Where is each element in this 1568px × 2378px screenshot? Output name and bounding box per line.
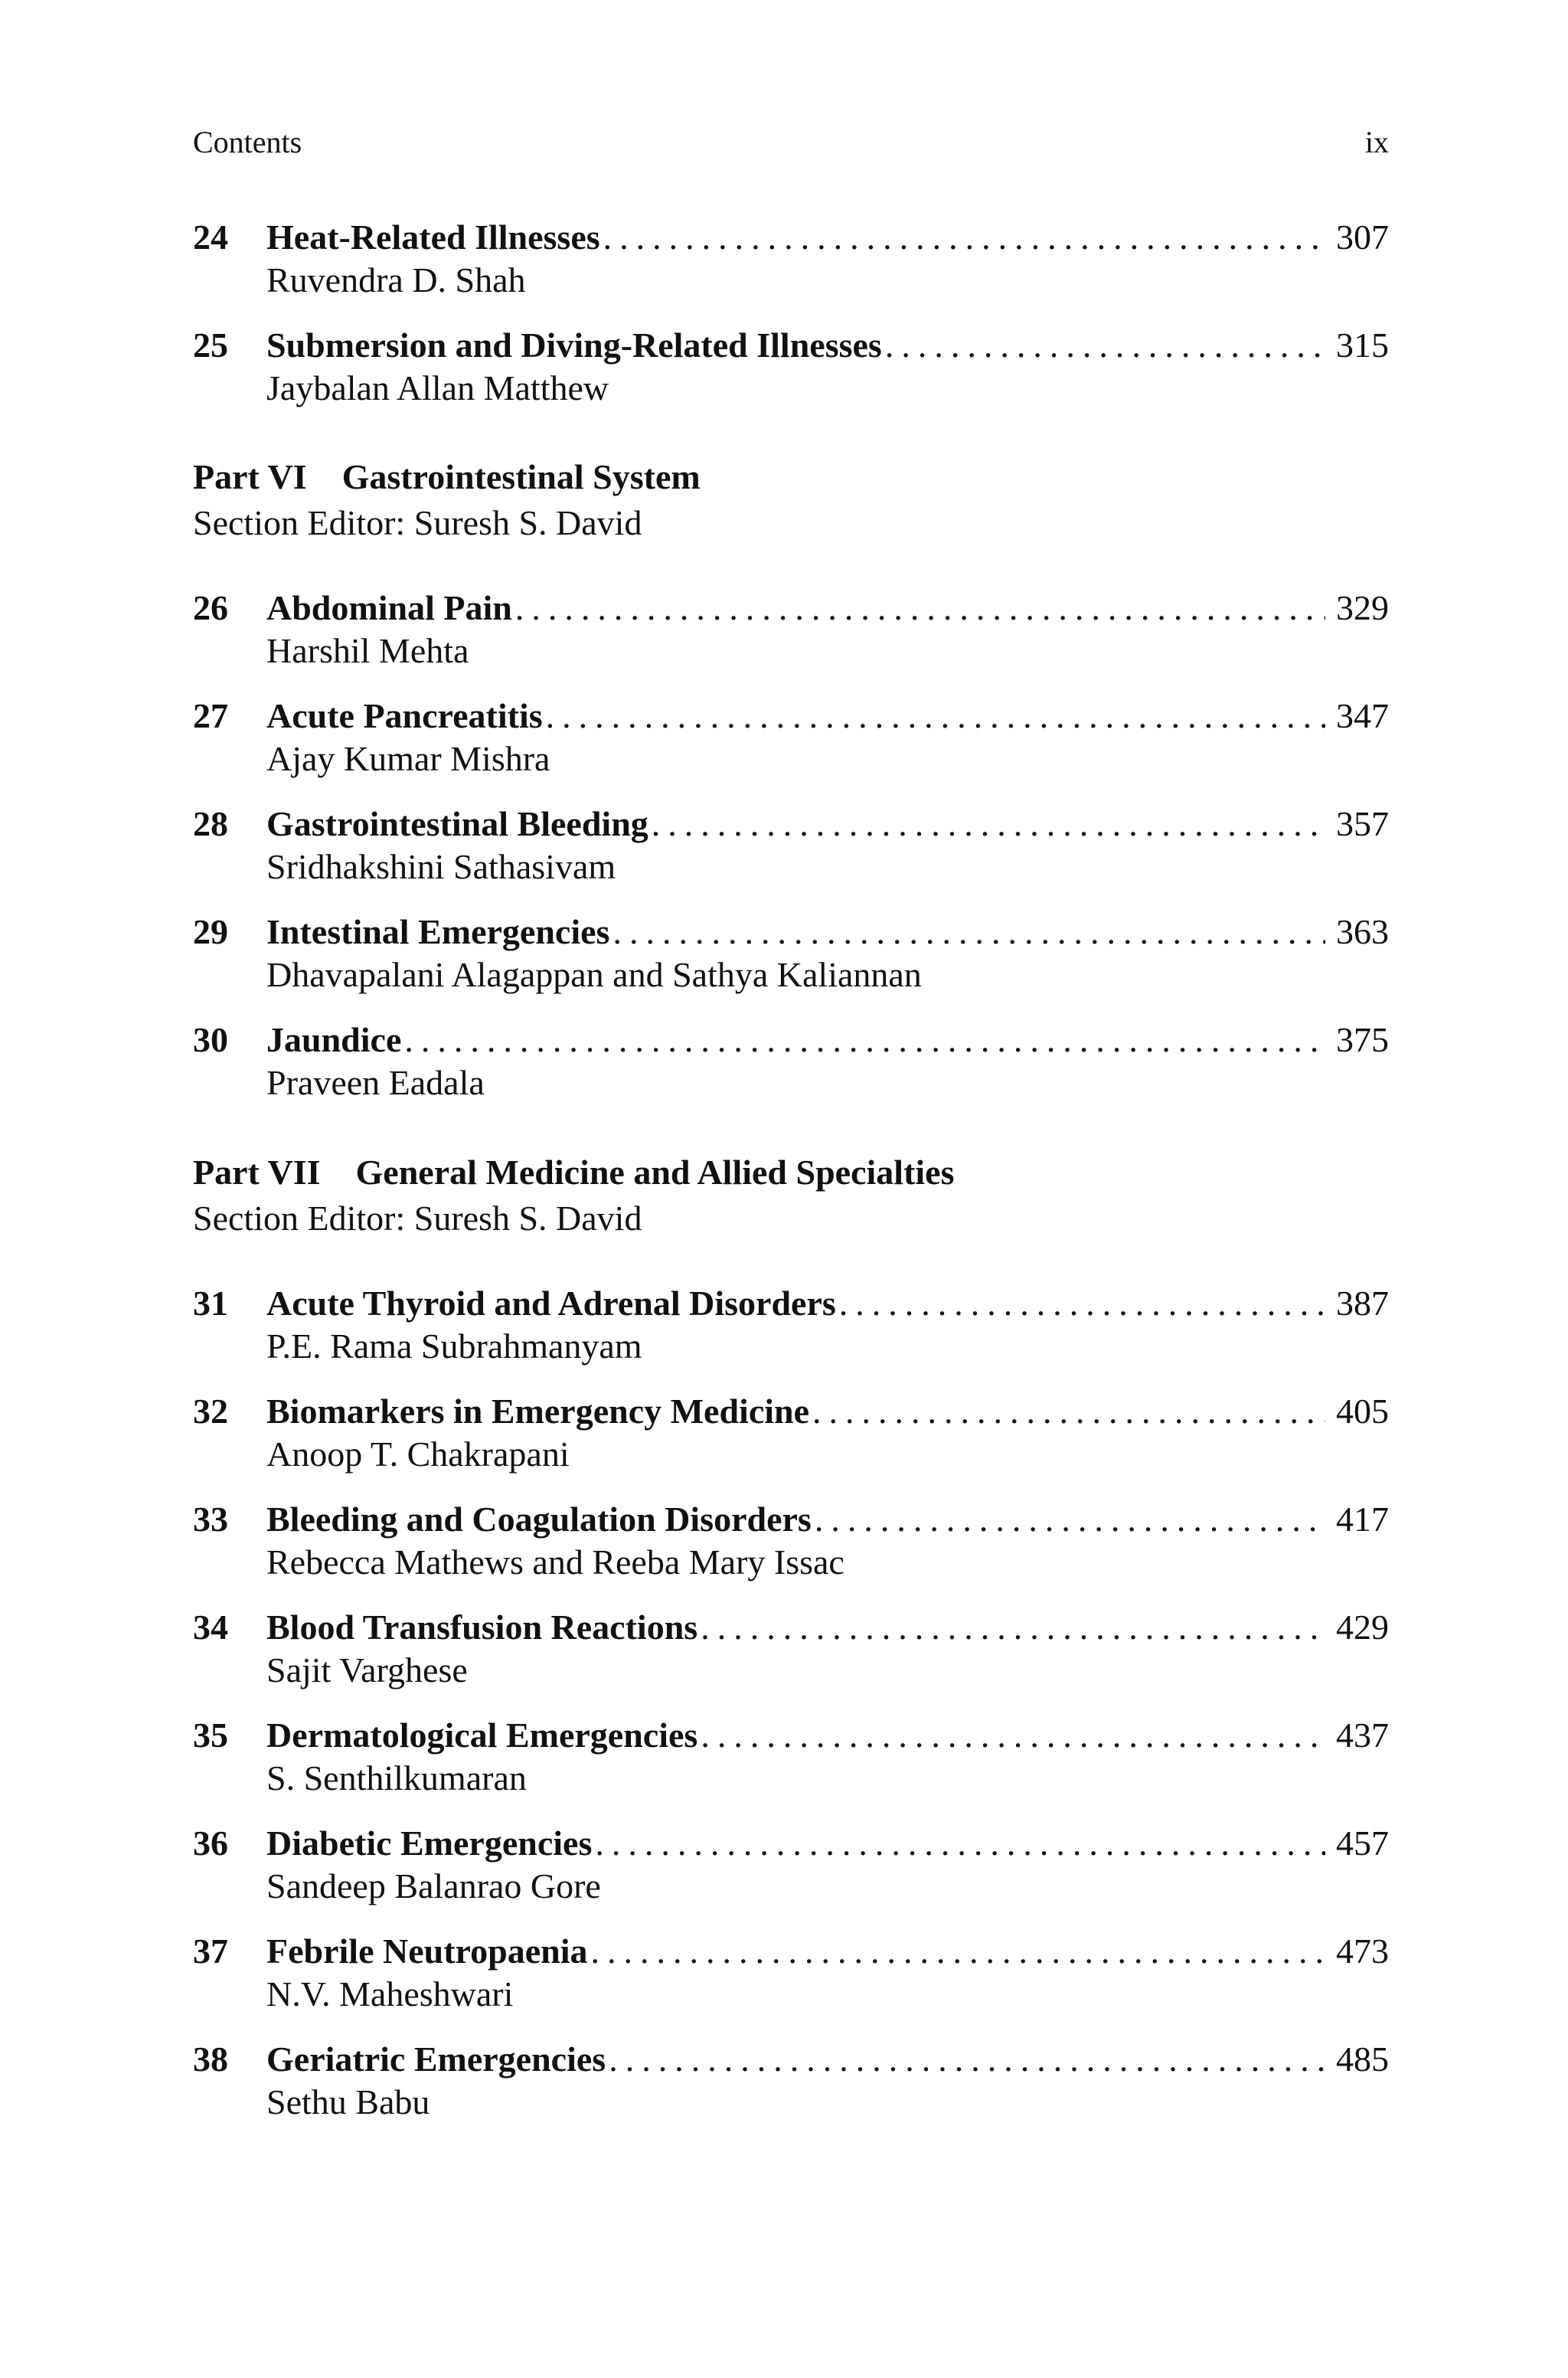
chapter-title[interactable]: Heat-Related Illnesses — [266, 218, 600, 257]
toc-entry-chapter-33[interactable] — [193, 1498, 1389, 1582]
chapter-author: Anoop T. Chakrapani — [266, 1434, 570, 1474]
dot-leader — [701, 1714, 1325, 1757]
toc-entry-chapter-29[interactable] — [193, 911, 1389, 995]
chapter-page-number[interactable]: 417 — [1336, 1500, 1389, 1539]
toc-entry-chapter-30[interactable] — [193, 1019, 1389, 1103]
chapter-title[interactable]: Diabetic Emergencies — [266, 1824, 593, 1863]
chapter-title[interactable]: Gastrointestinal Bleeding — [266, 804, 648, 843]
chapter-page-number[interactable]: 457 — [1336, 1824, 1389, 1863]
chapter-title-line — [266, 216, 1389, 259]
part-heading — [193, 1150, 955, 1195]
chapter-title-line — [266, 803, 1389, 846]
chapter-title[interactable]: Jaundice — [266, 1020, 402, 1059]
chapter-author: Harshil Mehta — [266, 631, 469, 670]
chapter-title[interactable]: Febrile Neutropaenia — [266, 1932, 588, 1971]
dot-leader — [515, 587, 1325, 630]
chapter-page-number[interactable]: 405 — [1336, 1392, 1389, 1431]
chapter-author: Sridhakshini Sathasivam — [266, 847, 616, 886]
chapter-page-number[interactable]: 387 — [1336, 1284, 1389, 1323]
chapter-title-line — [266, 1822, 1389, 1865]
dot-leader — [546, 695, 1325, 738]
chapter-number: 38 — [193, 2039, 228, 2079]
toc-entry-chapter-28[interactable] — [193, 803, 1389, 887]
dot-leader — [652, 803, 1325, 846]
chapter-number: 28 — [193, 804, 228, 843]
chapter-title-line — [266, 1606, 1389, 1649]
dot-leader — [812, 1390, 1325, 1433]
chapter-author: S. Senthilkumaran — [266, 1758, 527, 1797]
chapter-number: 33 — [193, 1500, 228, 1539]
chapter-page-number[interactable]: 437 — [1336, 1716, 1389, 1755]
part-name[interactable]: General Medicine and Allied Specialties — [355, 1153, 955, 1192]
chapter-title[interactable]: Abdominal Pain — [266, 588, 512, 627]
section-editor: Section Editor: Suresh S. David — [193, 1199, 642, 1238]
chapter-page-number[interactable]: 485 — [1336, 2039, 1389, 2079]
chapter-number: 24 — [193, 218, 228, 257]
toc-entry-chapter-38[interactable] — [193, 2038, 1389, 2122]
chapter-title[interactable]: Submersion and Diving-Related Illnesses — [266, 325, 882, 365]
dot-leader — [590, 1930, 1325, 1973]
chapter-title[interactable]: Intestinal Emergencies — [266, 912, 610, 951]
chapter-page-number[interactable]: 363 — [1336, 912, 1389, 951]
chapter-title-line — [266, 324, 1389, 367]
toc-entry-chapter-31[interactable] — [193, 1282, 1389, 1366]
chapter-number: 26 — [193, 588, 228, 627]
chapter-title[interactable]: Acute Thyroid and Adrenal Disorders — [266, 1284, 836, 1323]
chapter-author: P.E. Rama Subrahmanyam — [266, 1326, 642, 1366]
chapter-title-line — [266, 1714, 1389, 1757]
dot-leader — [815, 1498, 1325, 1541]
chapter-author: Dhavapalani Alagappan and Sathya Kaliannan — [266, 955, 922, 994]
chapter-page-number[interactable]: 357 — [1336, 804, 1389, 843]
dot-leader — [609, 2038, 1325, 2081]
dot-leader — [885, 324, 1325, 367]
chapter-title[interactable]: Dermatological Emergencies — [266, 1716, 698, 1755]
page-number: ix — [1364, 125, 1389, 159]
toc-entry-chapter-27[interactable] — [193, 695, 1389, 779]
section-editor: Section Editor: Suresh S. David — [193, 503, 642, 542]
toc-entry-chapter-35[interactable] — [193, 1714, 1389, 1798]
part-heading — [193, 455, 701, 499]
chapter-number: 34 — [193, 1608, 228, 1647]
chapter-title-line — [266, 1498, 1389, 1541]
toc-entry-chapter-25[interactable] — [193, 324, 1389, 408]
chapter-title-line — [266, 695, 1389, 738]
part-label: Part VII — [193, 1153, 321, 1192]
chapter-number: 35 — [193, 1716, 228, 1755]
chapter-number: 30 — [193, 1020, 228, 1059]
part-label: Part VI — [193, 457, 307, 496]
running-head — [193, 124, 1389, 161]
chapter-author: Ruvendra D. Shah — [266, 260, 526, 299]
toc-entry-chapter-37[interactable] — [193, 1930, 1389, 2014]
dot-leader — [839, 1282, 1325, 1325]
toc-part-vi[interactable] — [193, 455, 1389, 547]
toc-part-vii[interactable] — [193, 1150, 1389, 1242]
chapter-title-line — [266, 911, 1389, 953]
chapter-title-line — [266, 1930, 1389, 1973]
toc-entry-chapter-26[interactable] — [193, 587, 1389, 671]
dot-leader — [595, 1822, 1325, 1865]
chapter-author: Praveen Eadala — [266, 1063, 485, 1102]
chapter-title-line — [266, 1390, 1389, 1433]
chapter-page-number[interactable]: 429 — [1336, 1608, 1389, 1647]
chapter-author: Ajay Kumar Mishra — [266, 739, 550, 778]
chapter-number: 29 — [193, 912, 228, 951]
chapter-number: 37 — [193, 1932, 228, 1971]
chapter-author: Jaybalan Allan Matthew — [266, 368, 609, 407]
chapter-title-line — [266, 2038, 1389, 2081]
part-name[interactable]: Gastrointestinal System — [341, 457, 701, 496]
chapter-title[interactable]: Acute Pancreatitis — [266, 696, 543, 735]
chapter-author: Sandeep Balanrao Gore — [266, 1866, 601, 1905]
dot-leader — [404, 1019, 1325, 1061]
chapter-page-number[interactable]: 375 — [1336, 1020, 1389, 1059]
chapter-title[interactable]: Geriatric Emergencies — [266, 2039, 606, 2079]
chapter-author: N.V. Maheshwari — [266, 1974, 514, 2013]
running-head-title: Contents — [193, 125, 302, 159]
chapter-author: Rebecca Mathews and Reeba Mary Issac — [266, 1542, 844, 1582]
chapter-title[interactable]: Bleeding and Coagulation Disorders — [266, 1500, 812, 1539]
chapter-number: 32 — [193, 1392, 228, 1431]
dot-leader — [603, 216, 1325, 259]
dot-leader — [701, 1606, 1325, 1649]
toc-entry-chapter-24[interactable] — [193, 216, 1389, 300]
chapter-page-number[interactable]: 329 — [1336, 588, 1389, 627]
chapter-page-number[interactable]: 473 — [1336, 1932, 1389, 1971]
chapter-page-number[interactable]: 307 — [1336, 218, 1389, 257]
dot-leader — [612, 911, 1325, 953]
chapter-title[interactable]: Blood Transfusion Reactions — [266, 1608, 698, 1647]
chapter-title[interactable]: Biomarkers in Emergency Medicine — [266, 1392, 810, 1431]
toc-entry-chapter-34[interactable] — [193, 1606, 1389, 1690]
chapter-number: 36 — [193, 1824, 228, 1863]
chapter-title-line — [266, 1019, 1389, 1061]
chapter-number: 31 — [193, 1284, 228, 1323]
chapter-number: 25 — [193, 325, 228, 365]
chapter-title-line — [266, 1282, 1389, 1325]
chapter-author: Sajit Varghese — [266, 1650, 468, 1689]
chapter-page-number[interactable]: 315 — [1336, 325, 1389, 365]
toc-entry-chapter-36[interactable] — [193, 1822, 1389, 1906]
toc-entry-chapter-32[interactable] — [193, 1390, 1389, 1474]
chapter-author: Sethu Babu — [266, 2082, 430, 2121]
chapter-number: 27 — [193, 696, 228, 735]
chapter-title-line — [266, 587, 1389, 630]
chapter-page-number[interactable]: 347 — [1336, 696, 1389, 735]
